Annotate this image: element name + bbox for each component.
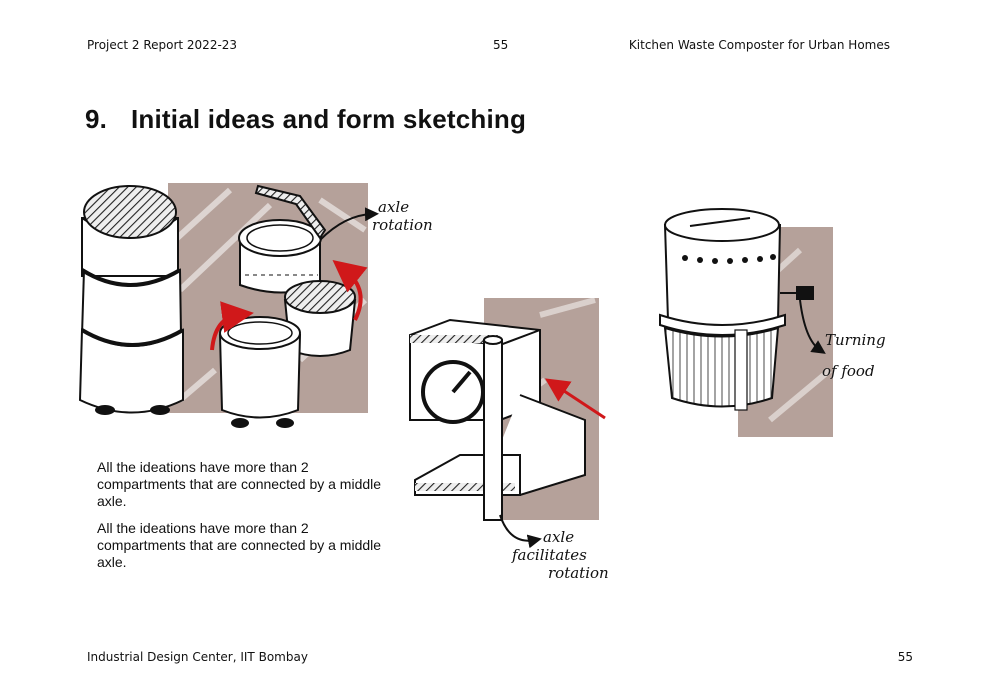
annotation-turning-of-food-line2: of food [822, 362, 875, 380]
sketch-stacked-bins [80, 183, 433, 428]
annotation-axle-rotation-line2: rotation [372, 216, 433, 234]
body-paragraph-2: All the ideations have more than 2 compartments that are connected by a middle axle. [97, 520, 382, 570]
footer-institution: Industrial Design Center, IIT Bombay [87, 650, 308, 664]
annotation-axle-rotation-line1: axle [378, 198, 410, 216]
header-left: Project 2 Report 2022-23 [87, 38, 238, 52]
header-page-number: 55 [493, 38, 509, 52]
header-right: Kitchen Waste Composter for Urban Homes [628, 38, 890, 52]
annotation-axle-facilitates-line1: axle [543, 528, 575, 546]
footer-page-number: 55 [897, 650, 913, 664]
annotation-axle-facilitates-line3: rotation [548, 564, 609, 582]
section-number: 9. [85, 104, 108, 134]
annotation-axle-facilitates-line2: facilitates [512, 546, 587, 564]
sketch-composter-drum [660, 209, 886, 437]
section-title-text: Initial ideas and form sketching [131, 104, 527, 134]
body-paragraph-1: All the ideations have more than 2 compartments that are connected by a middle axle. [97, 459, 382, 509]
sketch-rotating-boxes [410, 298, 609, 582]
annotation-turning-of-food-line1: Turning [825, 331, 886, 349]
